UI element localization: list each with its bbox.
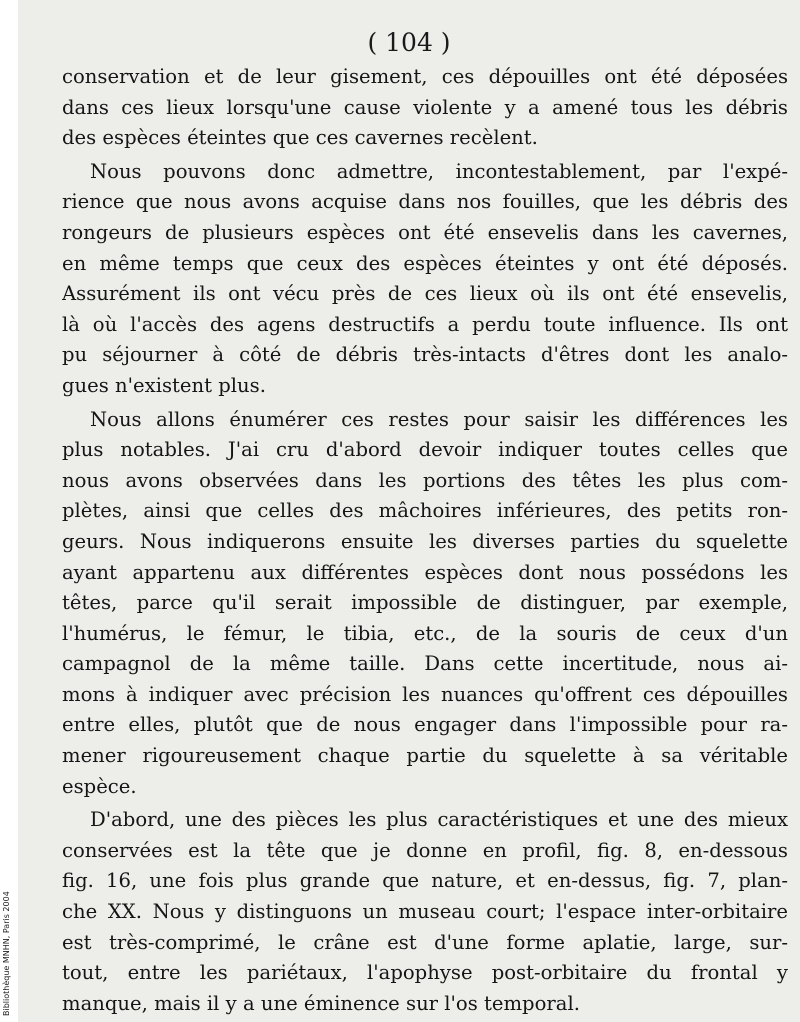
text-line: plètes, ainsi que celles des mâchoires inférieures, des petits ron- bbox=[62, 499, 788, 523]
text-line: conservées est la tête que je donne en profil, fig. 8, en-dessous bbox=[62, 838, 788, 862]
text-line: Assurément ils ont vécu près de ces lieux où ils ont été ensevelis, bbox=[62, 282, 788, 306]
text-line: fig. 16, une fois plus grande que nature, et en-dessus, fig. 7, plan- bbox=[62, 869, 788, 893]
text-line: Nous allons énumérer ces restes pour saisir les différences les bbox=[90, 407, 788, 431]
text-line: têtes, parce qu'il serait impossible de distinguer, par exemple, bbox=[62, 591, 788, 615]
text-line: mener rigoureusement chaque partie du squelette à sa véritable bbox=[62, 744, 788, 768]
text-line: rongeurs de plusieurs espèces ont été ensevelis dans les cavernes, bbox=[62, 220, 788, 244]
text-line: mons à indiquer avec précision les nuances qu'offrent ces dépouilles bbox=[62, 682, 788, 706]
text-line: ayant appartenu aux différentes espèces dont nous possédons les bbox=[62, 560, 788, 584]
text-line: là où l'accès des agens destructifs a perdu toute influence. Ils ont bbox=[62, 312, 788, 336]
library-stamp: Bibliothèque MNHN, Paris 2004 bbox=[2, 891, 11, 1016]
text-line: che XX. Nous y distinguons un museau court; l'espace inter-orbitaire bbox=[62, 900, 788, 924]
text-line: plus notables. J'ai cru d'abord devoir indiquer toutes celles que bbox=[62, 438, 788, 462]
text-line: est très-comprimé, le crâne est d'une forme aplatie, large, sur- bbox=[62, 930, 788, 954]
text-line: dans ces lieux lorsqu'une cause violente y a amené tous les débris bbox=[62, 95, 788, 119]
text-line: espèce. bbox=[62, 774, 137, 798]
book-page bbox=[18, 0, 800, 1022]
text-line: manque, mais il y a une éminence sur l'os temporal. bbox=[62, 991, 580, 1015]
text-line: campagnol de la même taille. Dans cette incertitude, nous ai- bbox=[62, 652, 788, 676]
text-line: Nous pouvons donc admettre, incontestablement, par l'expé- bbox=[90, 159, 788, 183]
text-line: des espèces éteintes que ces cavernes recèlent. bbox=[62, 126, 538, 150]
text-line: tout, entre les pariétaux, l'apophyse post-orbitaire du frontal y bbox=[62, 961, 788, 985]
text-line: rience que nous avons acquise dans nos fouilles, que les débris des bbox=[62, 190, 788, 214]
text-line: nous avons observées dans les portions des têtes les plus com- bbox=[62, 468, 788, 492]
text-line: l'humérus, le fémur, le tibia, etc., de la souris de ceux d'un bbox=[62, 621, 788, 645]
text-line: pu séjourner à côté de débris très-intacts d'êtres dont les analo- bbox=[62, 343, 788, 367]
text-line: D'abord, une des pièces les plus caractéristiques et une des mieux bbox=[90, 808, 788, 832]
left-margin-strip bbox=[0, 0, 18, 1022]
text-line: en même temps que ceux des espèces éteintes y ont été déposés. bbox=[62, 251, 788, 275]
body-text bbox=[62, 62, 788, 1019]
text-line: gues n'existent plus. bbox=[62, 373, 266, 397]
text-line: entre elles, plutôt que de nous engager dans l'impossible pour ra- bbox=[62, 713, 788, 737]
text-line: geurs. Nous indiquerons ensuite les diverses parties du squelette bbox=[62, 529, 788, 553]
page-number: ( 104 ) bbox=[367, 28, 451, 57]
text-line: conservation et de leur gisement, ces dépouilles ont été déposées bbox=[62, 65, 788, 88]
